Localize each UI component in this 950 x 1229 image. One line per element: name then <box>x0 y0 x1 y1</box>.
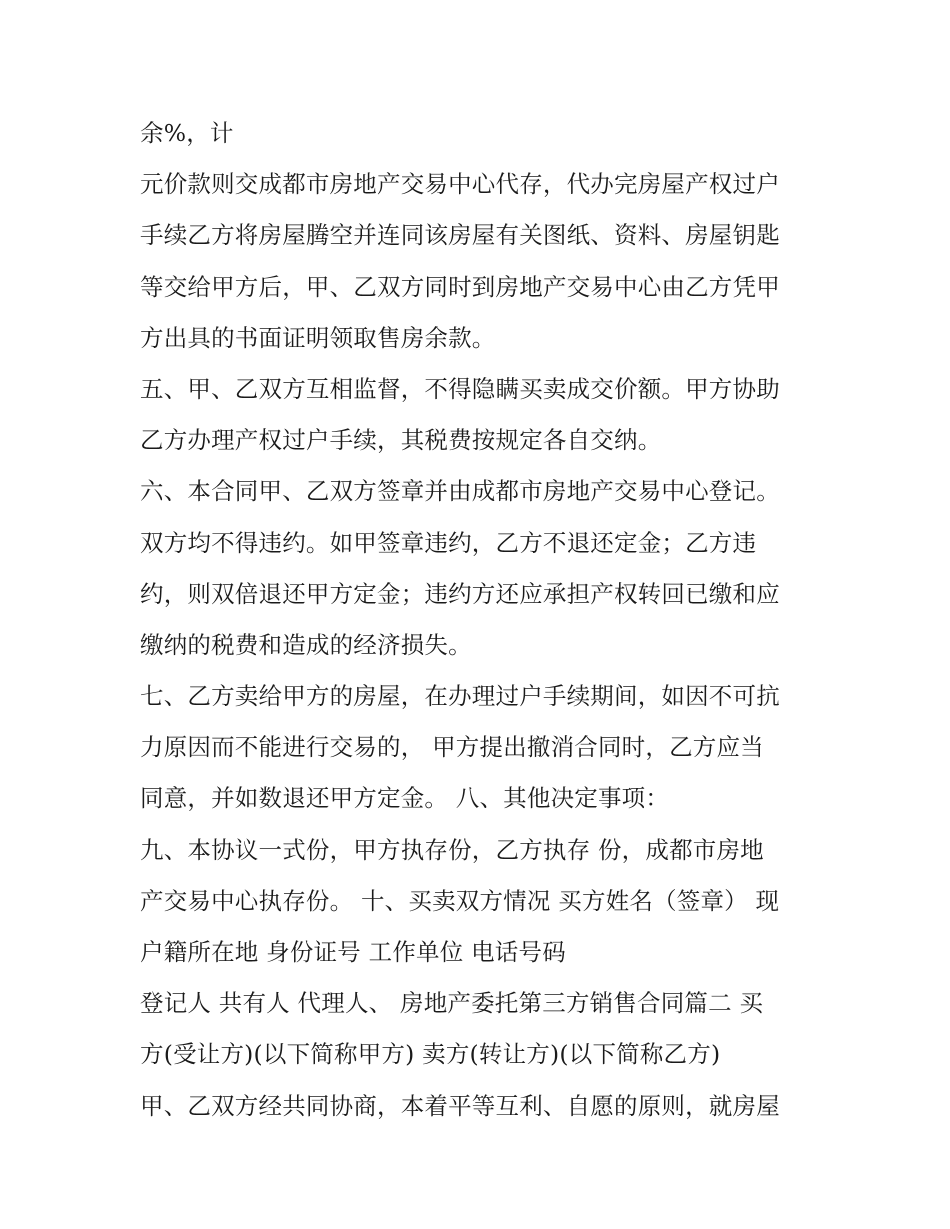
text-line: 缴纳的税费和造成的经济损失。 <box>140 630 472 659</box>
text-line: 同意，并如数退还甲方定金。 八、其他决定事项： <box>140 784 670 813</box>
text-line: 元价款则交成都市房地产交易中心代存，代办完房屋产权过户 <box>140 170 780 199</box>
text-line: 力原因而不能进行交易的， 甲方提出撤消合同时，乙方应当 <box>140 733 764 762</box>
text-line: 六、本合同甲、乙双方签章并由成都市房地产交易中心登记。 <box>140 477 780 506</box>
contract-text-body <box>140 108 830 1132</box>
text-line: 户籍所在地 身份证号 工作单位 电话号码 <box>140 938 566 966</box>
text-line: 甲、乙双方经共同协商，本着平等互利、自愿的原则，就房屋 <box>140 1091 780 1120</box>
text-line: 登记人 共有人 代理人、 房地产委托第三方销售合同篇二 买 <box>140 989 764 1018</box>
text-line: 方(受让方)(以下简称甲方) 卖方(转让方)(以下简称乙方) <box>140 1040 721 1069</box>
text-line: 等交给甲方后，甲、乙双方同时到房地产交易中心由乙方凭甲 <box>140 272 780 301</box>
text-line: 手续乙方将房屋腾空并连同该房屋有关图纸、资料、房屋钥匙 <box>140 221 780 250</box>
text-line: 产交易中心执存份。 十、买卖双方情况 买方姓名（签章） 现 <box>140 886 780 915</box>
text-line: 约，则双倍退还甲方定金；违约方还应承担产权转回已缴和应 <box>140 579 780 608</box>
text-line: 七、乙方卖给甲方的房屋，在办理过户手续期间，如因不可抗 <box>140 682 780 711</box>
text-line: 九、本协议一式份，甲方执存份，乙方执存 份，成都市房地 <box>140 835 764 864</box>
text-line: 双方均不得违约。如甲签章违约，乙方不退还定金；乙方违 <box>140 528 757 557</box>
text-line: 余%，计 <box>140 119 234 147</box>
text-line: 乙方办理产权过户手续，其税费按规定各自交纳。 <box>140 426 662 455</box>
text-line: 五、甲、乙双方互相监督，不得隐瞒买卖成交价额。甲方协助 <box>140 374 780 403</box>
text-line: 方出具的书面证明领取售房余款。 <box>140 323 496 352</box>
